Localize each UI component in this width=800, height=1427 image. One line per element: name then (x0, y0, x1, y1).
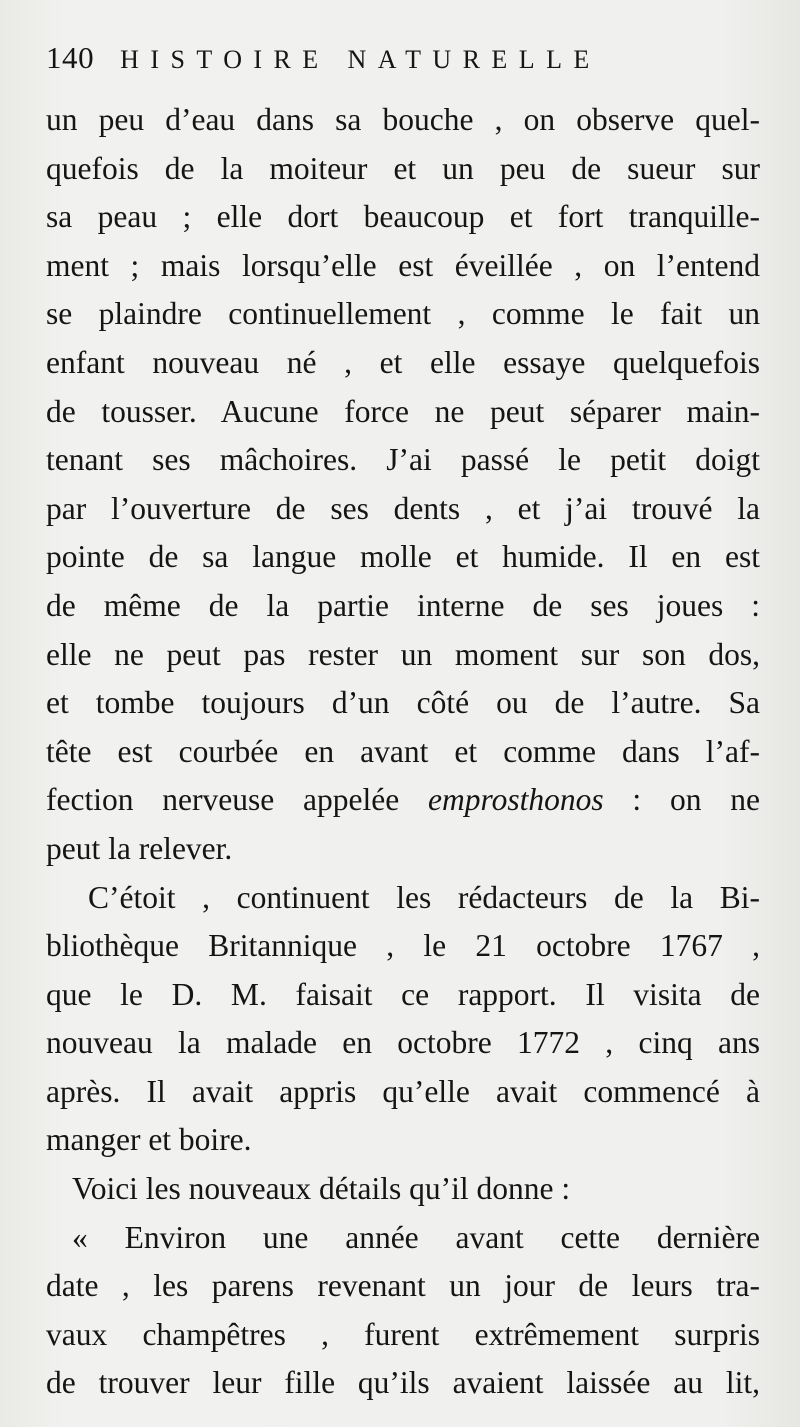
text-line: bliothèque Britannique , le 21 octobre 1767 , (46, 928, 760, 964)
page-number: 140 (46, 40, 95, 75)
text-line: un peu d’eau dans sa bouche , on observe quel- (46, 102, 760, 137)
text-line: elle ne peut pas rester un moment sur son dos, (46, 636, 760, 672)
text-line: enfant nouveau né , et elle essaye quelquefois (46, 344, 760, 380)
text-line: de tousser. Aucune force ne peut séparer main- (46, 393, 760, 429)
running-header (46, 40, 766, 84)
body-text (46, 96, 760, 1408)
text-line: date , les parens revenant un jour de leurs tra- (46, 1268, 760, 1304)
text-line: sa peau ; elle dort beaucoup et fort tranquille- (46, 199, 760, 235)
text-line: tenant ses mâchoires. J’ai passé le petit doigt (46, 442, 760, 478)
text-line: que le D. M. faisait ce rapport. Il visita de (46, 976, 760, 1012)
text-line: C’étoit , continuent les rédacteurs de la Bi- (88, 879, 760, 915)
text-line: manger et boire. (46, 1122, 252, 1158)
italic-term: emprosthonos (428, 782, 604, 818)
text-line: après. Il avait appris qu’elle avait commencé à (46, 1073, 760, 1109)
text-line: ment ; mais lorsqu’elle est éveillée , on l’entend (46, 247, 760, 283)
text-line: et tombe toujours d’un côté ou de l’autre. Sa (46, 685, 760, 721)
text-line: se plaindre continuellement , comme le fait un (46, 296, 760, 332)
text-line: « Environ une année avant cette dernière (72, 1219, 760, 1255)
text-line: tête est courbée en avant et comme dans l’af- (46, 733, 760, 769)
text-line: vaux champêtres , furent extrêmement surpris (46, 1316, 760, 1352)
text-line: quefois de la moiteur et un peu de sueur sur (46, 150, 760, 186)
text-line: Voici les nouveaux détails qu’il donne : (72, 1171, 571, 1207)
text-line: par l’ouverture de ses dents , et j’ai trouvé la (46, 490, 760, 526)
text-line: nouveau la malade en octobre 1772 , cinq ans (46, 1025, 760, 1061)
text-line: de même de la partie interne de ses joues : (46, 587, 760, 623)
text-line-with-italic (46, 776, 760, 825)
text-line: peut la relever. (46, 830, 233, 866)
text-line: pointe de sa langue molle et humide. Il en est (46, 539, 760, 575)
text-segment: fection nerveuse appelée (46, 782, 400, 818)
running-title: HISTOIRE NATURELLE (120, 45, 601, 74)
text-line: de trouver leur fille qu’ils avaient laissée au lit, (46, 1365, 760, 1401)
text-segment: : on ne (632, 782, 761, 818)
